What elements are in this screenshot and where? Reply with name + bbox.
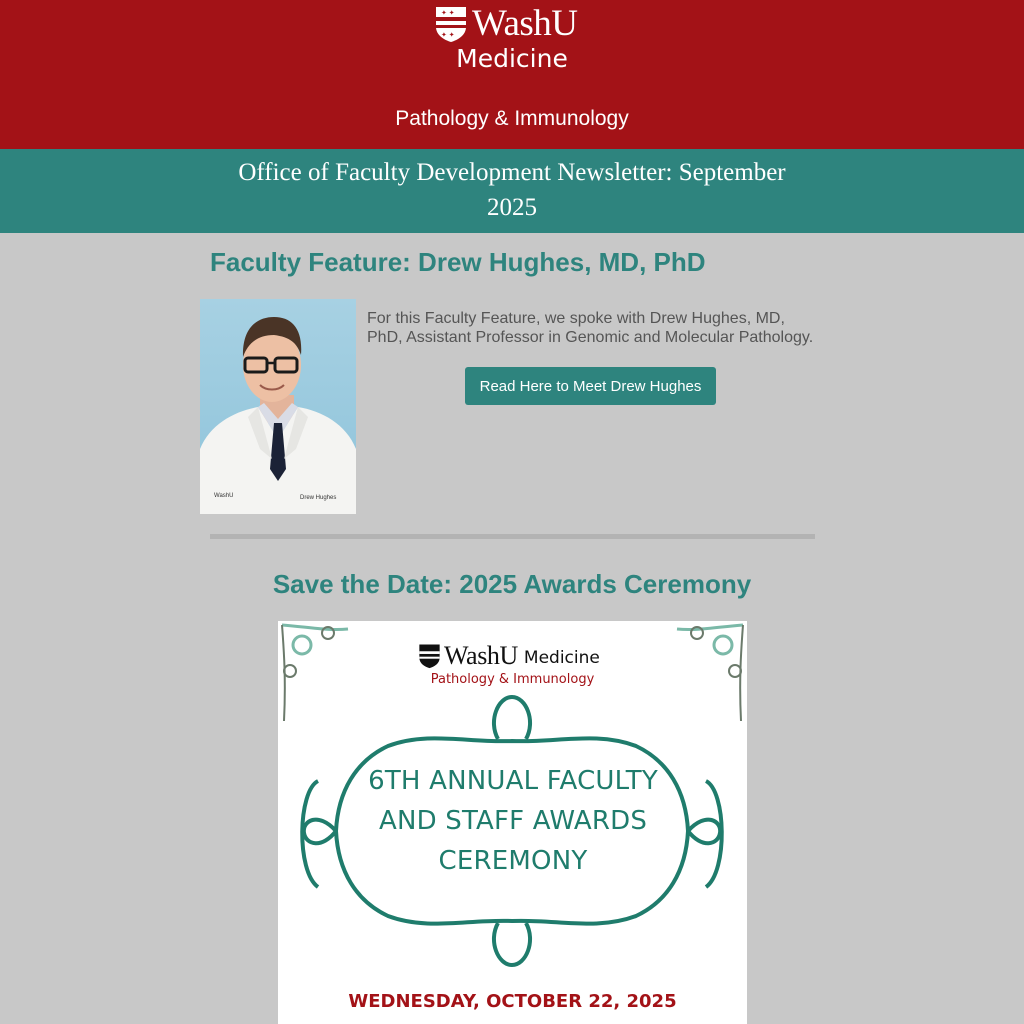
- washu-shield-icon: [418, 643, 441, 669]
- washu-shield-icon: [434, 5, 468, 43]
- flyer-date: WEDNESDAY, OCTOBER 22, 2025: [348, 991, 677, 1012]
- flyer-department: Pathology & Immunology: [430, 672, 595, 687]
- department-name: Pathology & Immunology: [395, 107, 629, 130]
- flyer-logo: [418, 641, 600, 671]
- faculty-feature-body: For this Faculty Feature, we spoke with Drew Hughes, MD, PhD, Assistant Professor in Genomic and Molecular Pathology.: [367, 310, 814, 346]
- flyer-logo-medicine: Medicine: [523, 648, 600, 668]
- read-more-button[interactable]: Read Here to Meet Drew Hughes: [465, 367, 716, 405]
- faculty-photo: [200, 299, 356, 514]
- flyer-logo-wordmark: WashU: [444, 641, 518, 670]
- portrait-image: [200, 299, 356, 514]
- section-divider: [210, 534, 815, 539]
- newsletter-title: Office of Faculty Development Newsletter: September 2025: [238, 159, 786, 221]
- awards-flyer[interactable]: [278, 621, 747, 1024]
- svg-text:WashU: WashU: [214, 493, 234, 499]
- svg-text:Drew Hughes: Drew Hughes: [300, 495, 337, 501]
- washu-logo[interactable]: [434, 4, 578, 44]
- newsletter-header: [0, 0, 1024, 149]
- faculty-feature-heading: Faculty Feature: Drew Hughes, MD, PhD: [210, 247, 706, 277]
- svg-text:✦ ✦: ✦ ✦: [441, 10, 455, 17]
- logo-subtitle: Medicine: [456, 44, 568, 73]
- svg-text:✦ ✦: ✦ ✦: [441, 32, 455, 39]
- save-the-date-heading: Save the Date: 2025 Awards Ceremony: [272, 569, 752, 599]
- logo-wordmark: WashU: [472, 3, 578, 44]
- flyer-title: 6TH ANNUAL FACULTY AND STAFF AWARDS CEREMONY: [368, 766, 658, 876]
